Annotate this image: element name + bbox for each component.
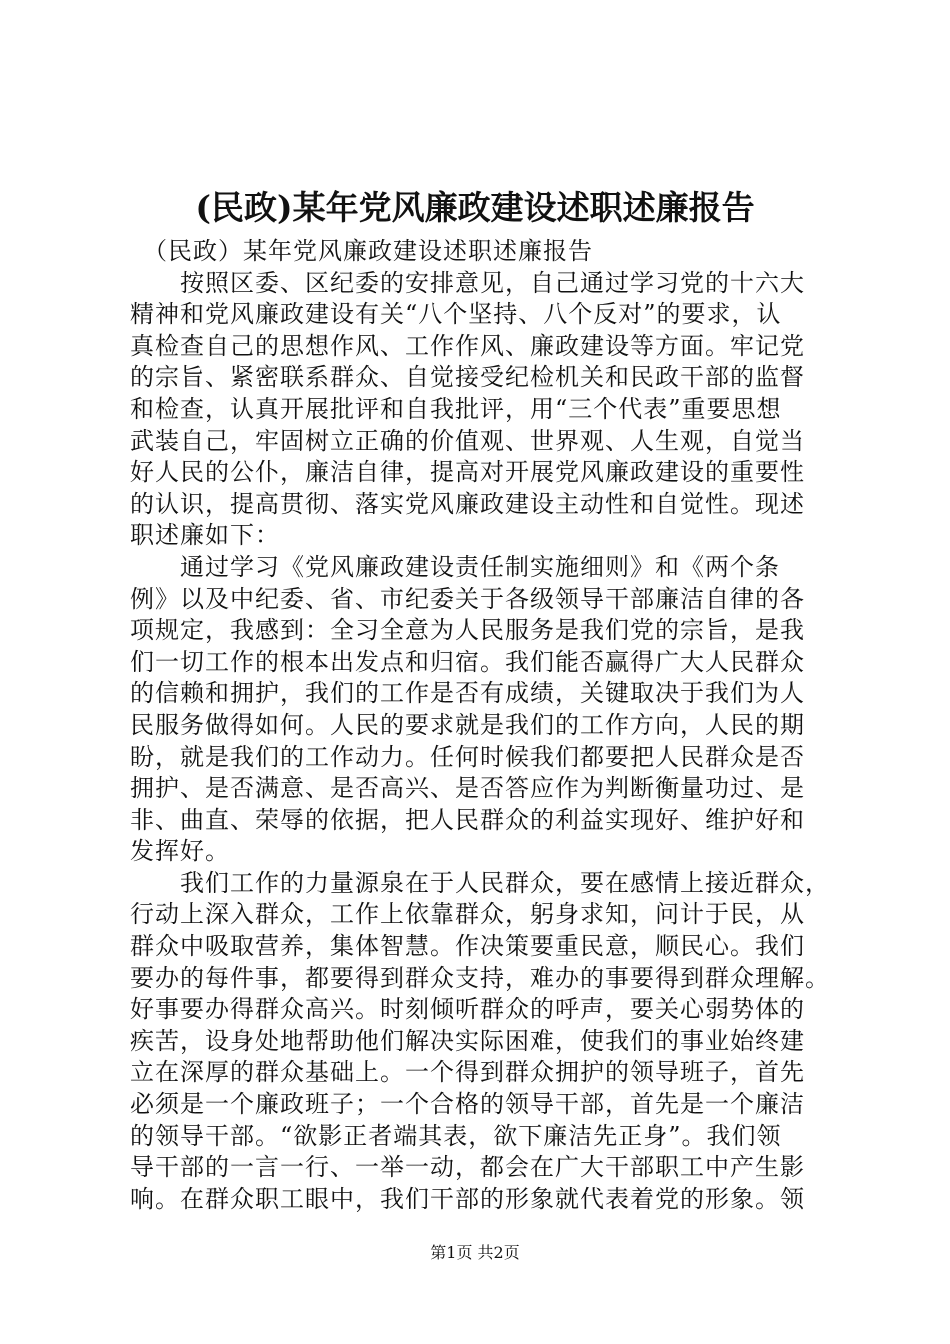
body-line: 发挥好。 (130, 837, 230, 866)
body-line: 群众中吸取营养，集体智慧。作决策要重民意，顺民心。我们 (130, 932, 805, 961)
document-body (130, 236, 830, 1215)
body-line: （民政）某年党风廉政建设述职述廉报告 (130, 237, 593, 265)
body-line: 好人民的公仆，廉洁自律，提高对开展党风廉政建设的重要性 (130, 458, 805, 487)
body-line: 例》以及中纪委、省、市纪委关于各级领导干部廉洁自律的各 (130, 584, 805, 613)
body-line: 们一切工作的根本出发点和归宿。我们能否赢得广大人民群众 (130, 647, 805, 676)
body-line: 立在深厚的群众基础上。一个得到群众拥护的领导班子，首先 (130, 1058, 805, 1087)
document-title: (民政)某年党风廉政建设述职述廉报告 (195, 188, 755, 227)
body-line: 行动上深入群众，工作上依靠群众，躬身求知，问计于民，从 (130, 900, 805, 929)
body-line: 拥护、是否满意、是否高兴、是否答应作为判断衡量功过、是 (130, 774, 805, 803)
body-line: 按照区委、区纪委的安排意见，自己通过学习党的十六大 (130, 268, 805, 297)
body-line: 响。在群众职工眼中，我们干部的形象就代表着党的形象。领 (130, 1184, 805, 1213)
body-line: 的领导干部。“欲影正者端其表，欲下廉洁先正身”。我们领 (130, 1121, 782, 1150)
body-line: 盼，就是我们的工作动力。任何时候我们都要把人民群众是否 (130, 742, 805, 771)
body-line: 武装自己，牢固树立正确的价值观、世界观、人生观，自觉当 (130, 426, 805, 455)
body-line: 必须是一个廉政班子；一个合格的领导干部，首先是一个廉洁 (130, 1090, 805, 1119)
body-line: 的信赖和拥护，我们的工作是否有成绩，关键取决于我们为人 (130, 679, 805, 708)
body-line: 的宗旨、紧密联系群众、自觉接受纪检机关和民政干部的监督 (130, 363, 805, 392)
page-footer: 第1页 共2页 (430, 1243, 520, 1262)
body-line: 精神和党风廉政建设有关“八个坚持、八个反对”的要求，认 (130, 300, 782, 329)
body-line: 和检查，认真开展批评和自我批评，用“三个代表”重要思想 (130, 394, 782, 423)
body-line: 通过学习《党风廉政建设责任制实施细则》和《两个条 (130, 552, 780, 581)
body-line: 要办的每件事，都要得到群众支持，难办的事要得到群众理解。 (130, 963, 830, 992)
body-line: 导干部的一言一行、一举一动，都会在广大干部职工中产生影 (130, 1153, 805, 1182)
body-line: 好事要办得群众高兴。时刻倾听群众的呼声，要关心弱势体的 (130, 995, 805, 1024)
body-line: 疾苦，设身处地帮助他们解决实际困难，使我们的事业始终建 (130, 1026, 805, 1055)
body-line: 我们工作的力量源泉在于人民群众，要在感情上接近群众， (130, 868, 830, 897)
body-line: 职述廉如下： (130, 521, 280, 550)
body-line: 的认识，提高贯彻、落实党风廉政建设主动性和自觉性。现述 (130, 489, 805, 518)
body-line: 民服务做得如何。人民的要求就是我们的工作方向，人民的期 (130, 710, 805, 739)
body-line: 真检查自己的思想作风、工作作风、廉政建设等方面。牢记党 (130, 331, 805, 360)
body-line: 非、曲直、荣辱的依据，把人民群众的利益实现好、维护好和 (130, 805, 805, 834)
body-line: 项规定，我感到：全习全意为人民服务是我们党的宗旨，是我 (130, 616, 805, 645)
